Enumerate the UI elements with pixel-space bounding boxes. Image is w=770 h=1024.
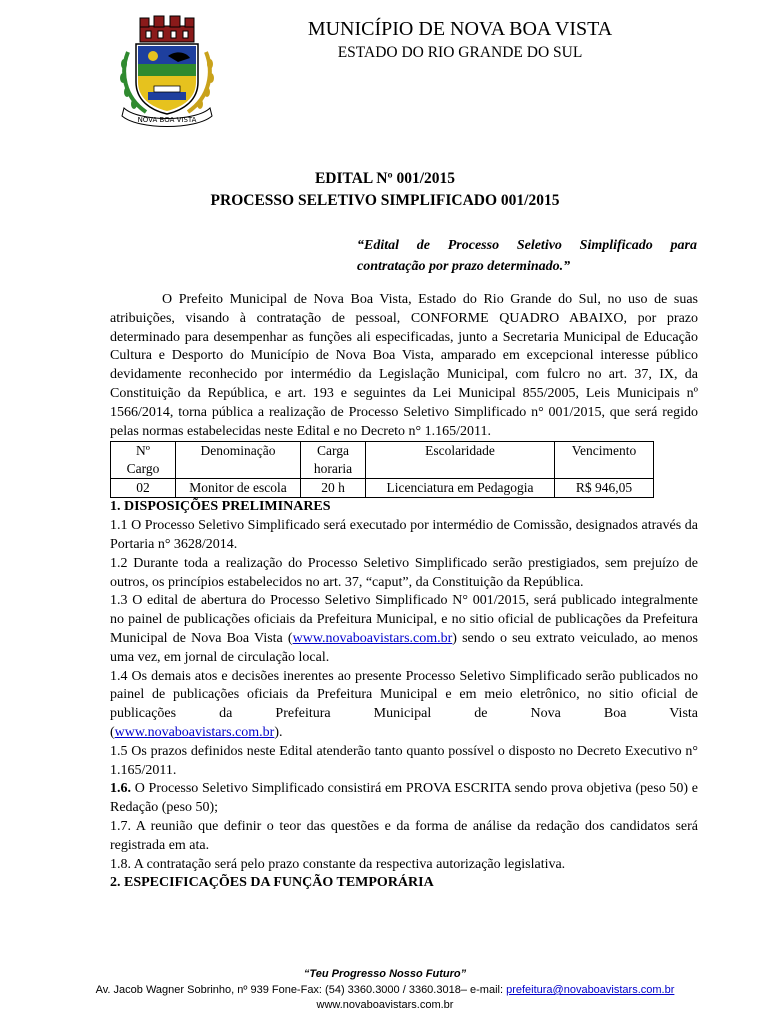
positions-table [110, 441, 654, 498]
footer-address: Av. Jacob Wagner Sobrinho, nº 939 Fone-Fax: (54) 3360.3000 / 3360.3018– e-mail: [95, 984, 507, 996]
crest-ribbon-text: NOVA BOA VISTA [137, 116, 197, 124]
th-number-line2: Cargo [126, 461, 160, 477]
state-subtitle: ESTADO DO RIO GRANDE DO SUL [337, 44, 583, 61]
edital-number: EDITAL Nº 001/2015 [314, 170, 456, 187]
th-number-line1: Nº [136, 443, 150, 459]
paragraph-1-4-link-line: (www.novaboavistars.com.br). [110, 724, 283, 740]
table-row [111, 479, 654, 498]
process-title: PROCESSO SELETIVO SIMPLIFICADO 001/2015 [210, 192, 560, 209]
paragraph-1-3-text-b: ) sendo o seu extrato veiculado, ao menos uma vez, em jornal de circulação local. [110, 630, 698, 665]
paragraph-1-7: 1.7. A reunião que definir o teor das questões e da forma de análise da redação dos candidatos será registrada em ata. [110, 818, 698, 853]
paragraph-1-3-text-a: 1.3 O edital de abertura do Processo Seletivo Simplificado N° 001/2015, será publicado integralmente no painel de publicações oficiais da Prefeitura Municipal, e no sitio oficial de publicações da Prefeitura Municipal de Nova Boa Vista ( [110, 593, 698, 646]
paragraph-1-8: 1.8. A contratação será pelo prazo constante da respectiva autorização legislativa. [110, 856, 566, 872]
th-vencimento: Vencimento [555, 442, 654, 479]
municipal-crest-icon [118, 12, 216, 130]
paragraph-1-6-number: 1.6. [110, 781, 131, 797]
intro-paragraph: O Prefeito Municipal de Nova Boa Vista, Estado do Rio Grande do Sul, no uso de suas atribuições, visando à contratação de pessoal, CONFORME QUADRO ABAIXO, por prazo determinado para desempenhar as funções ali especificadas, junto a Secretaria Municipal de Educação Cultura e Desporto do Município de Nova Boa Vista, amparado em excepcional interesse público devidamente reconhecido por intermédio da Legislação Municipal, com fulcro no art. 37, IX, da Constituição da República, e art. 193 e seguintes da Lei Municipal 855/2005, Leis Municipais nº 1566/2014, torna pública a realização de Processo Seletivo Simplificado n° 001/2015, que será regido pelas normas estabelecidas neste Edital e no Decreto n° 1.165/2011. [110, 292, 698, 439]
municipality-title: MUNICÍPIO DE NOVA BOA VISTA [307, 18, 613, 40]
document-body [110, 291, 698, 893]
paragraph-1-5: 1.5 Os prazos definidos neste Edital atenderão tanto quanto possível o disposto no Decreto Executivo n° 1.165/2011. [110, 743, 698, 778]
website-link[interactable]: www.novaboavistars.com.br [114, 724, 275, 740]
footer-email-link[interactable]: prefeitura@novaboavistars.com.br [506, 984, 675, 996]
footer-slogan: “Teu Progresso Nosso Futuro” [303, 968, 467, 980]
cell-vencimento: R$ 946,05 [555, 479, 654, 498]
cell-carga: 20 h [301, 479, 366, 498]
paragraph-1-2: 1.2 Durante toda a realização do Processo Seletivo Simplificado serão prestigiados, sem prejuízo de outros, os princípios estabelecidos no art. 37, “caput”, da Constituição da República. [110, 555, 698, 590]
th-carga [301, 442, 366, 479]
paragraph-1-1: 1.1 O Processo Seletivo Simplificado será executado por intermédio de Comissão, designados através da Portaria n° 3628/2014. [110, 518, 698, 552]
th-escolaridade: Escolaridade [366, 442, 555, 479]
paragraph-1-4: 1.4 Os demais atos e decisões inerentes ao presente Processo Seletivo Simplificado serão publicados no painel de publicações oficiais da Prefeitura Municipal e em meio eletrônico, no sitio oficial de publicações da Prefeitura Municipal de Nova Boa Vista [110, 668, 698, 722]
paragraph-1-3 [110, 592, 698, 667]
th-carga-line1: Carga [317, 443, 349, 459]
footer-address-line [0, 984, 770, 996]
mural-crown [140, 16, 194, 42]
th-denominacao: Denominação [176, 442, 301, 479]
cell-denominacao: Monitor de escola [176, 479, 301, 498]
section-2-title: 2. ESPECIFICAÇÕES DA FUNÇÃO TEMPORÁRIA [110, 875, 434, 891]
cell-number: 02 [111, 479, 176, 498]
paragraph-1-6-text: O Processo Seletivo Simplificado consistirá em PROVA ESCRITA sendo prova objetiva (peso 50) e Redação (peso 50); [110, 781, 698, 816]
table-header-row [111, 442, 654, 479]
cell-escolaridade: Licenciatura em Pedagogia [366, 479, 555, 498]
th-number [111, 442, 176, 479]
th-carga-line2: horaria [313, 461, 353, 477]
paragraph-1-6 [110, 780, 698, 818]
section-1-title: 1. DISPOSIÇÕES PRELIMINARES [110, 499, 331, 515]
edital-summary-quote: “Edital de Processo Seletivo Simplificado para contratação por prazo determinado.” [357, 238, 697, 274]
website-link[interactable]: www.novaboavistars.com.br [292, 630, 453, 646]
footer-website: www.novaboavistars.com.br [316, 999, 454, 1011]
